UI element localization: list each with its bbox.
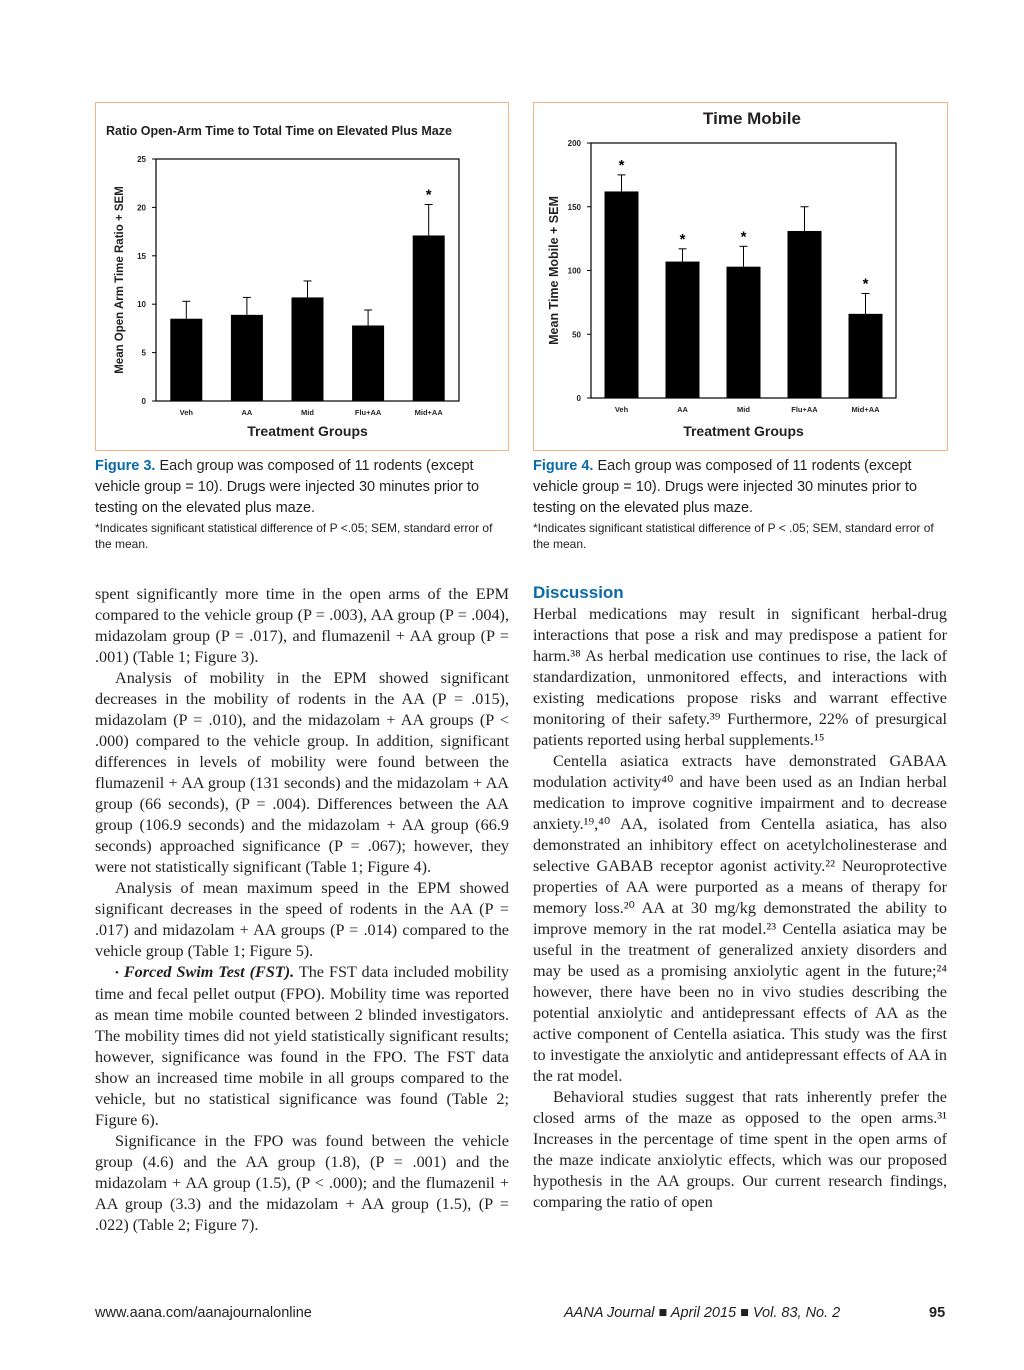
y-tick-label: 20 (137, 203, 146, 213)
x-axis-label: Treatment Groups (247, 423, 368, 439)
right-column (533, 582, 947, 1213)
bullet-icon: • (115, 967, 119, 979)
discussion-heading: Discussion (533, 583, 624, 602)
significance-marker: * (862, 275, 869, 293)
bar (292, 297, 324, 401)
figure-3-box (95, 102, 509, 451)
figure-4-chart (534, 103, 947, 450)
footer-page-number: 95 (929, 1305, 946, 1321)
y-tick-label: 100 (567, 266, 581, 276)
y-axis-label: Mean Open Arm Time Ratio + SEM (114, 186, 126, 374)
x-tick-label: Mid+AA (851, 405, 880, 414)
figure-3-caption-text: Each group was composed of 11 rodents (except vehicle group = 10). Drugs were injected 30 minutes prior to testing on the elevated plus maze. (95, 458, 480, 516)
left-paragraph-2: Analysis of mobility in the EPM showed significant decreases in the mobility of rodents in the AA (P = .015), midazolam (P = .010), and the midazolam + AA groups (P < .000) compared to the vehicle group. In addition, significant differences in levels of mobility were found between the flumazenil + AA group (131 seconds) and the midazolam + AA group (66 seconds), (P = .004). Differences between the AA group (106.9 seconds) and the midazolam + AA group (66.9 seconds) approached significance (P = .067); however, they were not statistically significant (Table 1; Figure 4). (95, 669, 509, 876)
significance-marker: * (618, 156, 625, 174)
bar (849, 314, 883, 398)
y-tick-label: 50 (572, 330, 581, 340)
fst-body: The FST data included mobility time and fecal pellet output (FPO). Mobility time was reported as mean time mobile counted between 2 blinded investigators. The mobility times did not yield statistically significant results; however, significance was found in the FPO. The FST data show an increased time mobile in all groups compared to the vehicle, but no statistical significance was found (Table 2; Figure 6). (95, 963, 509, 1129)
x-tick-label: Flu+AA (354, 408, 382, 417)
chart-title: Ratio Open-Arm Time to Total Time on Elevated Plus Maze (106, 124, 452, 138)
y-tick-label: 25 (137, 155, 146, 164)
left-paragraph-3: Analysis of mean maximum speed in the EPM showed significant decreases in the speed of rodents in the AA (P = .017) and midazolam + AA groups (P = .014) compared to the vehicle group (Table 1; Figure 5). (95, 879, 509, 960)
figure-3-chart (96, 103, 508, 450)
left-column (95, 584, 509, 1236)
figure-4-caption-text: Each group was composed of 11 rodents (except vehicle group = 10). Drugs were injected 30 minutes prior to testing on the elevated plus maze. (533, 458, 918, 516)
y-tick-label: 150 (567, 202, 581, 212)
x-tick-label: AA (241, 408, 253, 417)
x-tick-label: Veh (614, 405, 629, 414)
right-paragraph-3: Behavioral studies suggest that rats inherently prefer the closed arms of the maze as opposed to the open arms.³¹ Increases in the percentage of time spent in the open arms of the maze indicate anxiolytic effects, which was our proposed hypothesis in the AA groups. Our current research findings, comparing the ratio of open (533, 1088, 947, 1211)
chart-title: Time Mobile (703, 109, 801, 128)
significance-marker: * (740, 228, 747, 246)
fst-subheading: Forced Swim Test (FST). (123, 963, 295, 981)
bar (788, 231, 822, 398)
figure-3-label: Figure 3. (95, 458, 156, 474)
y-tick-label: 200 (567, 139, 581, 148)
figure-4-caption-note: *Indicates significant statistical difference of P < .05; SEM, standard error of the mean. (533, 521, 934, 551)
x-tick-label: Mid (301, 408, 314, 417)
y-axis-label: Mean Time Mobile + SEM (547, 196, 561, 345)
x-tick-label: Mid+AA (414, 408, 443, 417)
x-axis-label: Treatment Groups (683, 423, 804, 439)
significance-marker: * (679, 230, 686, 248)
figure-3-caption-note: *Indicates significant statistical difference of P <.05; SEM, standard error of the mean. (95, 521, 493, 551)
x-tick-label: Mid (737, 405, 750, 414)
right-paragraph-2: Centella asiatica extracts have demonstrated GABAA modulation activity⁴⁰ and have been used as an Indian herbal medication to improve cognitive impairment and to decrease anxiety.¹⁹,⁴⁰ AA, isolated from Centella asiatica, has also demonstrated an inhibitory effect on acetylcholinesterase and selective GABAB receptor agonist activity.²² Neuroprotective properties of AA were purported as a means of therapy for memory loss.²⁰ AA at 30 mg/kg demonstrated the ability to improve memory in the rat model.²³ Centella asiatica may be useful in the treatment of generalized anxiety disorders and may be used as a promising anxiolytic agent in the future;²⁴ however, there have been no in vivo studies describing the potential anxiolytic and antidepressant effects of AA as the active component of Centella asiatica. This study was the first to investigate the anxiolytic and antidepressant effects of AA in the rat model. (533, 752, 947, 1085)
figure-4-caption (533, 456, 946, 552)
footer-url: www.aana.com/aanajournalonline (95, 1305, 312, 1321)
bar (352, 325, 384, 401)
right-paragraph-1: Herbal medications may result in significant herbal-drug interactions that pose a risk and may predispose a patient for harm.³⁸ As herbal medication use continues to rise, the lack of standardization, unmonitored effects, and interactions with existing medications propose risks and warrant effective monitoring of their safety.³⁹ Furthermore, 22% of presurgical patients reported using herbal supplements.¹⁵ (533, 605, 947, 749)
left-paragraph-4 (95, 962, 509, 1131)
significance-marker: * (425, 186, 432, 204)
figure-4-box (533, 102, 948, 451)
y-tick-label: 15 (137, 251, 146, 261)
bar (605, 191, 639, 398)
y-tick-label: 0 (141, 397, 146, 406)
x-tick-label: Veh (179, 408, 193, 417)
figure-4-label: Figure 4. (533, 458, 594, 474)
bar (231, 315, 263, 401)
bar (413, 235, 445, 401)
left-paragraph-1: spent significantly more time in the open arms of the EPM compared to the vehicle group (P = .003), AA group (P = .004), midazolam group (P = .017), and flumazenil + AA group (P = .001) (Table 1; Figure 3). (95, 585, 509, 666)
y-tick-label: 0 (576, 394, 581, 403)
y-tick-label: 10 (137, 300, 146, 310)
y-tick-label: 5 (141, 348, 146, 358)
bar (666, 262, 700, 398)
x-tick-label: Flu+AA (791, 405, 818, 414)
left-paragraph-5: Significance in the FPO was found between the vehicle group (4.6) and the AA group (1.8), (P = .001) and the midazolam + AA group (1.5), (P < .000); and the flumazenil + AA group (3.3) and the midazolam + AA group (1.5), (P = .022) (Table 2; Figure 7). (95, 1132, 509, 1234)
x-tick-label: AA (677, 405, 688, 414)
bar (170, 319, 202, 401)
figure-3-caption (95, 456, 507, 552)
bar (727, 267, 761, 398)
footer-journal: AANA Journal ■ April 2015 ■ Vol. 83, No. 2 (564, 1305, 841, 1321)
